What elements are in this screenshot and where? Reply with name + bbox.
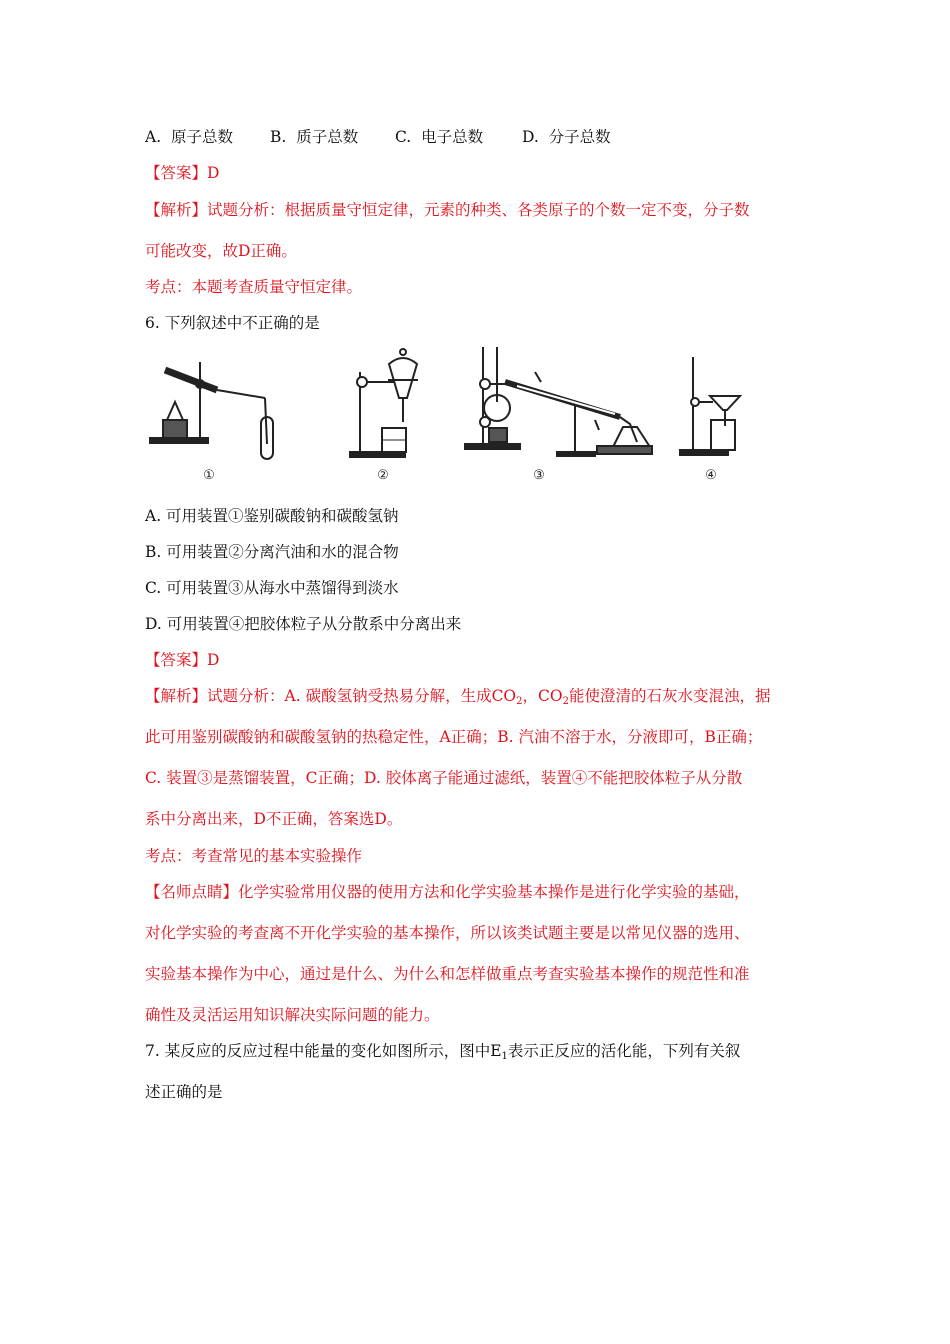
q5-kaodian: 考点：本题考查质量守恒定律。 xyxy=(145,278,363,296)
figure-label-2: ② xyxy=(377,468,389,483)
q5-analysis-line-2: 可能改变，故D正确。 xyxy=(145,242,297,260)
q7-stem-line-2: 述正确的是 xyxy=(145,1083,223,1101)
q6-option-b: B. 可用装置②分离汽油和水的混合物 xyxy=(145,543,399,561)
apparatus-2-separatory-funnel xyxy=(350,349,418,457)
apparatus-1-heating xyxy=(150,362,273,459)
q5-options xyxy=(145,126,611,148)
q6-analysis-line-2: 此可用鉴别碳酸钠和碳酸氢钠的热稳定性，A正确；B. 汽油不溶于水，分液即可，B正确； xyxy=(145,728,763,746)
q6-analysis-line-3: C. 装置③是蒸馏装置，C正确；D. 胶体离子能通过滤纸，装置④不能把胶体粒子从分散 xyxy=(145,769,743,787)
figure-label-4: ④ xyxy=(705,468,717,483)
q6-option-d: D. 可用装置④把胶体粒子从分散系中分离出来 xyxy=(145,615,462,633)
q6-kaodian: 考点：考查常见的基本实验操作 xyxy=(145,847,363,865)
figure-label-3: ③ xyxy=(533,468,545,483)
q6-mingshi-line-1: 【名师点睛】化学实验常用仪器的使用方法和化学实验基本操作是进行化学实验的基础， xyxy=(145,883,750,901)
figure-label-1: ① xyxy=(203,468,215,483)
q6-stem: 6. 下列叙述中不正确的是 xyxy=(145,314,320,332)
q6-analysis-line-4: 系中分离出来，D不正确，答案选D。 xyxy=(145,810,403,828)
q6-answer: 【答案】D xyxy=(145,651,220,669)
q5-analysis-line-1: 【解析】试题分析：根据质量守恒定律，元素的种类、各类原子的个数一定不变，分子数 xyxy=(145,201,750,219)
q6-option-c: C. 可用装置③从海水中蒸馏得到淡水 xyxy=(145,579,399,597)
apparatus-diagram xyxy=(145,342,785,490)
q5-option-b: B. 质子总数 xyxy=(270,128,359,146)
q6-analysis-line-1: 【解析】试题分析：A. 碳酸氢钠受热易分解，生成$CO_2$，$CO_2$能使澄清的石灰水变混浊，据 xyxy=(145,687,771,707)
q6-mingshi-line-3: 实验基本操作为中心，通过是什么、为什么和怎样做重点考查实验基本操作的规范性和准 xyxy=(145,965,750,983)
q5-option-c: C. 电子总数 xyxy=(395,128,484,146)
q6-option-a: A. 可用装置①鉴别碳酸钠和碳酸氢钠 xyxy=(145,507,399,525)
apparatus-3-distillation xyxy=(465,347,652,456)
q5-answer: 【答案】D xyxy=(145,164,220,182)
q6-mingshi-line-4: 确性及灵活运用知识解决实际问题的能力。 xyxy=(145,1006,440,1024)
q6-mingshi-line-2: 对化学实验的考查离不开化学实验的基本操作，所以该类试题主要是以常见仪器的选用、 xyxy=(145,924,750,942)
q6-apparatus-figure xyxy=(145,342,785,490)
apparatus-4-filtration xyxy=(680,357,740,455)
q7-stem-line-1: 7. 某反应的反应过程中能量的变化如图所示，图中$E_1$表示正反应的活化能，下列有关叙 xyxy=(145,1042,741,1062)
q5-option-a: A. 原子总数 xyxy=(145,128,233,146)
q5-option-d: D. 分子总数 xyxy=(522,128,611,146)
